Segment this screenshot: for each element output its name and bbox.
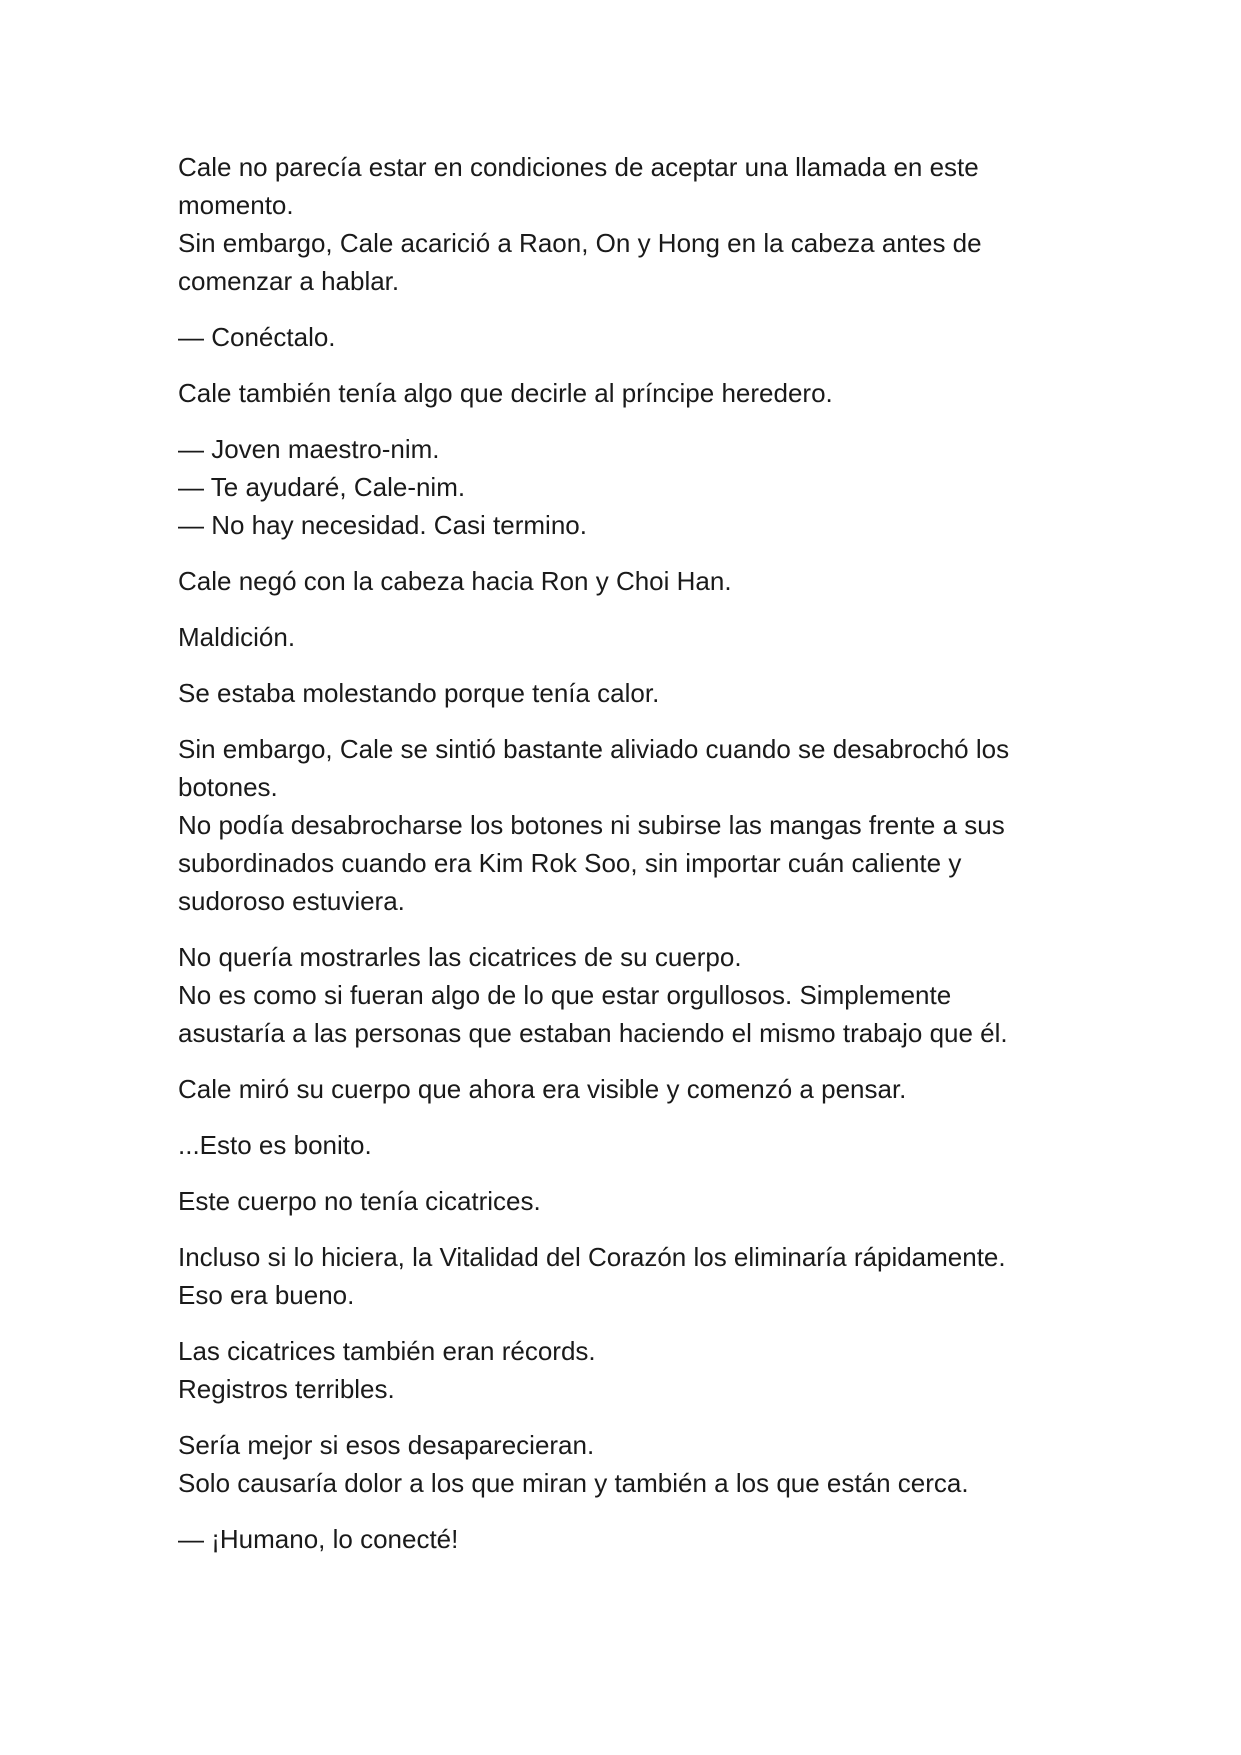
paragraph: Las cicatrices también eran récords. Registros terribles. xyxy=(178,1336,596,1404)
paragraph: Cale no parecía estar en condiciones de aceptar una llamada en este momento. Sin embargo, Cale acarició a Raon, On y Hong en la cabeza antes de comenzar a hablar. xyxy=(178,152,982,296)
dialogue-line: — Conéctalo. xyxy=(178,322,336,352)
paragraph: Incluso si lo hiciera, la Vitalidad del Corazón los eliminaría rápidamente. Eso era bueno. xyxy=(178,1242,1006,1310)
paragraph: Se estaba molestando porque tenía calor. xyxy=(178,678,660,708)
paragraph: Maldición. xyxy=(178,622,296,652)
paragraph: Cale negó con la cabeza hacia Ron y Choi Han. xyxy=(178,566,732,596)
dialogue-block: — Joven maestro-nim. — Te ayudaré, Cale-nim. — No hay necesidad. Casi termino. xyxy=(178,434,587,540)
paragraph: Cale miró su cuerpo que ahora era visible y comenzó a pensar. xyxy=(178,1074,907,1104)
paragraph: Sería mejor si esos desaparecieran. Solo causaría dolor a los que miran y también a los que están cerca. xyxy=(178,1430,969,1498)
paragraph: Cale también tenía algo que decirle al príncipe heredero. xyxy=(178,378,833,408)
document-page xyxy=(178,148,1078,1576)
paragraph: ...Esto es bonito. xyxy=(178,1130,372,1160)
paragraph: Sin embargo, Cale se sintió bastante aliviado cuando se desabrochó los botones. No podía desabrocharse los botones ni subirse las mangas frente a sus subordinados cuando era Kim Rok Soo, sin importar cuán caliente y sudoroso estuviera. xyxy=(178,734,1010,916)
dialogue-line: — ¡Humano, lo conecté! xyxy=(178,1524,459,1554)
paragraph: Este cuerpo no tenía cicatrices. xyxy=(178,1186,541,1216)
paragraph: No quería mostrarles las cicatrices de su cuerpo. No es como si fueran algo de lo que estar orgullosos. Simplemente asustaría a las personas que estaban haciendo el mismo trabajo que él. xyxy=(178,942,1008,1048)
